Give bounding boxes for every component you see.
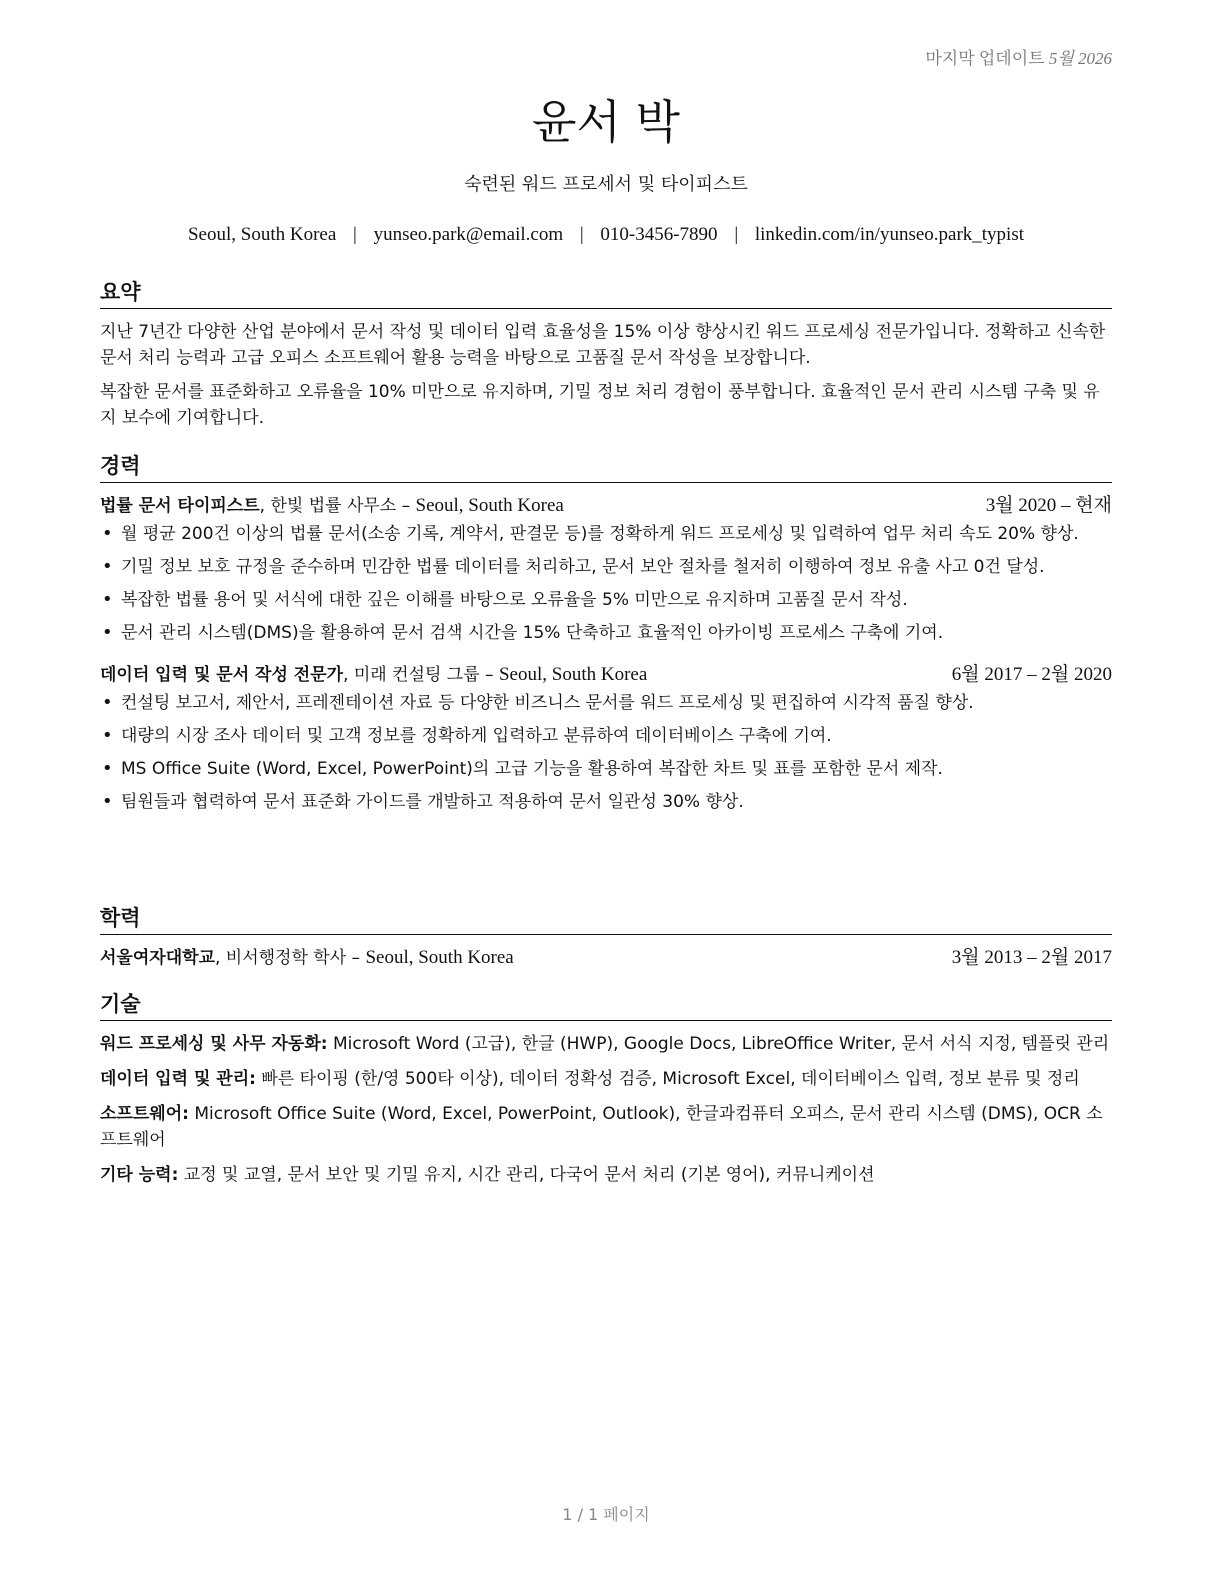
contact-separator: | [353, 224, 357, 245]
last-updated-year: 2026 [1078, 49, 1112, 68]
contact-linkedin[interactable]: linkedin.com/in/yunseo.park_typist [754, 224, 1025, 245]
skills-section [100, 988, 1112, 1197]
job-bullet: • 복잡한 법률 용어 및 서식에 대한 깊은 이해를 바탕으로 오류율을 5% 미만으로 유지하며 고품질 문서 작성. [100, 587, 1112, 613]
contact-separator: | [734, 224, 739, 245]
last-updated-prefix: 마지막 업데이트 [925, 49, 1045, 68]
job-entry [100, 493, 1112, 646]
job-bullet: • 문서 관리 시스템(DMS)을 활용하여 문서 검색 시간을 15% 단축하고 효율적인 아카이빙 프로세스 구축에 기여. [100, 620, 1112, 646]
job-title-line [100, 493, 564, 519]
school-name: 서울여자대학교 [100, 948, 215, 968]
contact-line [100, 224, 1112, 246]
job-header [100, 662, 1112, 688]
job-header [100, 493, 1112, 519]
education-dates: 3월 2013 – 2월 2017 [951, 947, 1112, 968]
contact-phone: 010-3456-7890 [600, 224, 718, 245]
skill-value: Microsoft Office Suite (Word, Excel, PowerPoint, Outlook), 한글과컴퓨터 오피스, 문서 관리 시스템 (DMS), OCR 소프트웨어 [100, 1104, 1103, 1150]
skill-row [100, 1031, 1112, 1057]
summary-section [100, 276, 1112, 439]
education-section [100, 902, 1112, 971]
job-bullet: • 월 평균 200건 이상의 법률 문서(소송 기록, 계약서, 판결문 등)를 정확하게 워드 프로세싱 및 입력하여 업무 처리 속도 20% 향상. [100, 521, 1112, 547]
last-updated [925, 44, 1112, 69]
job-bullet: • 팀원들과 협력하여 문서 표준화 가이드를 개발하고 적용하여 문서 일관성 30% 향상. [100, 789, 1112, 815]
education-entry [100, 945, 1112, 971]
candidate-title: 숙련된 워드 프로세서 및 타이피스트 [464, 174, 748, 195]
summary-paragraph: 지난 7년간 다양한 산업 분야에서 문서 작성 및 데이터 입력 효율성을 15% 이상 향상시킨 워드 프로세싱 전문가입니다. 정확하고 신속한 문서 처리 능력과 고급 오피스 소프트웨어 활용 능력을 바탕으로 고품질 문서 작성을 보장합니다. [100, 322, 1106, 368]
page-indicator: 1 / 1 페이지 [562, 1505, 650, 1524]
job-title: 법률 문서 타이피스트 [100, 496, 260, 516]
education-location: Seoul, South Korea [365, 947, 514, 968]
job-bullet: • 대량의 시장 조사 데이터 및 고객 정보를 정확하게 입력하고 분류하여 데이터베이스 구축에 기여. [100, 723, 1112, 749]
job-title-line [100, 662, 647, 688]
job-bullets [100, 521, 1112, 646]
job-bullet: • MS Office Suite (Word, Excel, PowerPoint)의 고급 기능을 활용하여 복잡한 차트 및 표를 포함한 문서 제작. [100, 756, 1112, 782]
skill-label: 데이터 입력 및 관리: [100, 1069, 256, 1089]
skill-row [100, 1162, 1112, 1188]
job-bullet: • 컨설팅 보고서, 제안서, 프레젠테이션 자료 등 다양한 비즈니스 문서를 워드 프로세싱 및 편집하여 시각적 품질 향상. [100, 690, 1112, 716]
skill-value: 교정 및 교열, 문서 보안 및 기밀 유지, 시간 관리, 다국어 문서 처리 (기본 영어), 커뮤니케이션 [178, 1165, 875, 1185]
job-org: , 한빛 법률 사무소 – [259, 496, 416, 516]
job-location: Seoul, South Korea [415, 495, 564, 516]
section-heading: 기술 [100, 988, 1112, 1021]
skill-label: 기타 능력: [100, 1165, 179, 1185]
job-bullets [100, 690, 1112, 815]
job-title: 데이터 입력 및 문서 작성 전문가 [100, 665, 344, 685]
section-heading: 경력 [100, 450, 1112, 483]
job-dates: 6월 2017 – 2월 2020 [951, 664, 1112, 685]
experience-section [100, 450, 1112, 822]
contact-separator: | [579, 224, 584, 245]
degree: , 비서행정학 학사 – [214, 948, 366, 968]
candidate-name: 윤서 박 [532, 95, 680, 149]
job-entry [100, 662, 1112, 815]
skill-row [100, 1066, 1112, 1092]
last-updated-month: 5월 [1048, 49, 1074, 68]
skill-value: 빠른 타이핑 (한/영 500타 이상), 데이터 정확성 검증, Microsoft Excel, 데이터베이스 입력, 정보 분류 및 정리 [255, 1069, 1080, 1089]
section-heading: 요약 [100, 276, 1112, 309]
job-org: , 미래 컨설팅 그룹 – [343, 665, 499, 685]
skill-label: 워드 프로세싱 및 사무 자동화: [100, 1034, 328, 1054]
skill-value: Microsoft Word (고급), 한글 (HWP), Google Docs, LibreOffice Writer, 문서 서식 지정, 템플릿 관리 [327, 1034, 1110, 1054]
contact-email[interactable]: yunseo.park@email.com [373, 224, 564, 245]
job-dates: 3월 2020 – 현재 [985, 495, 1112, 516]
resume-page [100, 0, 1112, 1584]
skill-label: 소프트웨어: [100, 1104, 189, 1124]
skill-row [100, 1101, 1112, 1153]
education-line [100, 945, 514, 971]
job-location: Seoul, South Korea [498, 664, 648, 685]
contact-location: Seoul, South Korea [187, 224, 337, 245]
section-heading: 학력 [100, 902, 1112, 935]
summary-paragraph: 복잡한 문서를 표준화하고 오류율을 10% 미만으로 유지하며, 기밀 정보 처리 경험이 풍부합니다. 효율적인 문서 관리 시스템 구축 및 유지 보수에 기여합니다. [100, 382, 1100, 428]
job-bullet: • 기밀 정보 보호 규정을 준수하며 민감한 법률 데이터를 처리하고, 문서 보안 절차를 철저히 이행하여 정보 유출 사고 0건 달성. [100, 554, 1112, 580]
